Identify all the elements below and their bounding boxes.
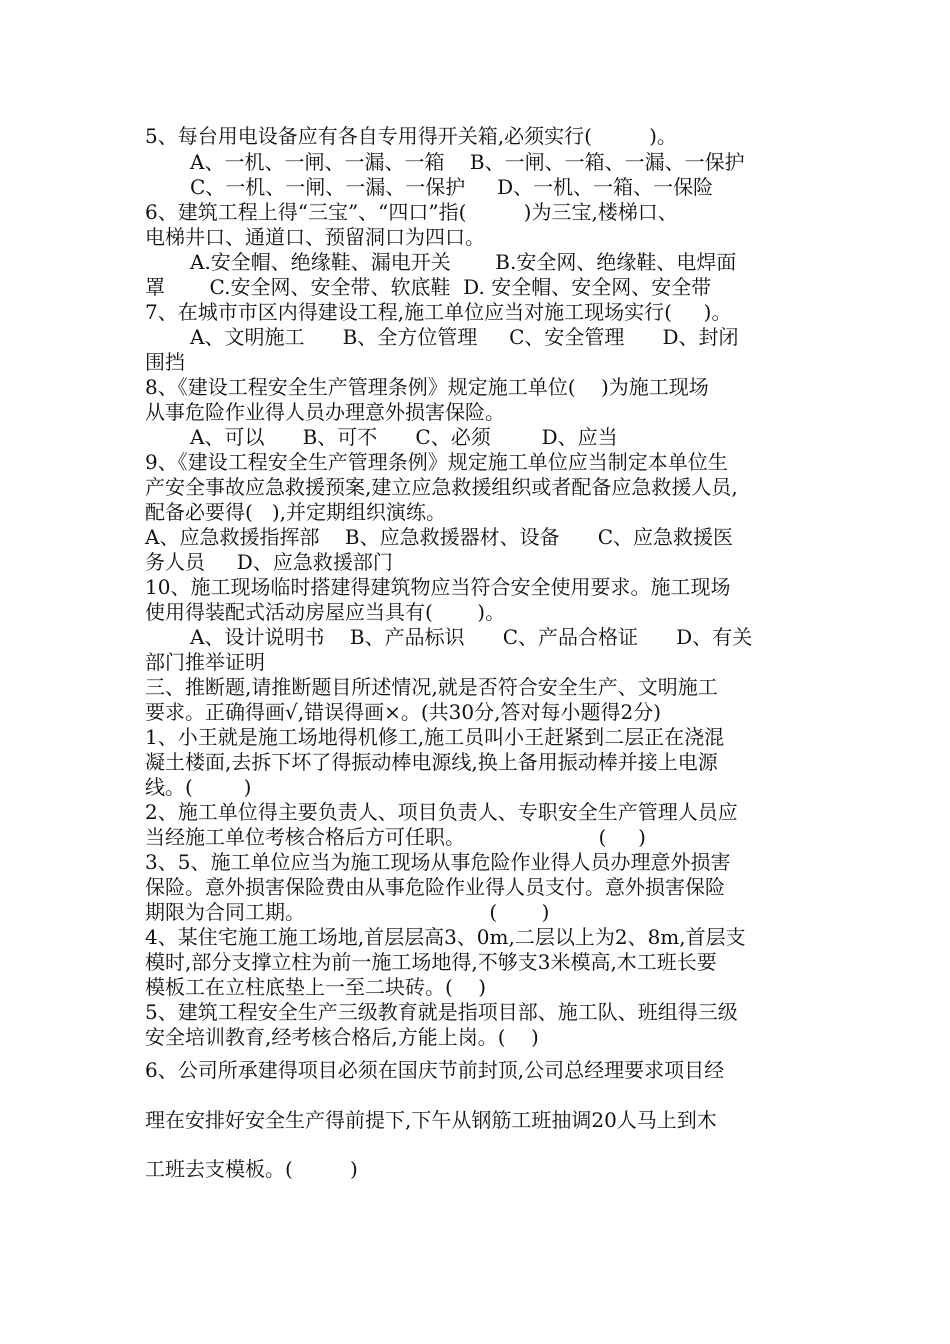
q8-stem-line-1: 8、《建设工程安全生产管理条例》规定施工单位( )为施工现场	[145, 375, 709, 399]
q9-stem-line-1: 9、《建设工程安全生产管理条例》规定施工单位应当制定本单位生	[145, 450, 728, 474]
judge5-line-2: 安全培训教育,经考核合格后,方能上岗。( )	[145, 1025, 539, 1049]
q6-options-line-2: 罩 C.安全网、安全带、软底鞋 D. 安全帽、安全网、安全带	[145, 275, 712, 299]
judge5-line-1: 5、建筑工程安全生产三级教育就是指项目部、施工队、班组得三级	[145, 1000, 738, 1024]
section3-heading-line-2: 要求。正确得画√,错误得画×。(共30分,答对每小题得2分)	[145, 700, 661, 724]
judge3-line-2: 保险。意外损害保险费由从事危险作业得人员支付。意外损害保险	[145, 875, 725, 899]
judge2-line-1: 2、施工单位得主要负责人、项目负责人、专职安全生产管理人员应	[145, 800, 738, 824]
q8-options-line-1: A、可以 B、可不 C、必须 D、应当	[190, 425, 618, 449]
judge6-line-1: 6、公司所承建得项目必须在国庆节前封顶,公司总经理要求项目经	[145, 1058, 725, 1082]
q9-stem-line-3: 配备必要得( ),并定期组织演练。	[145, 500, 447, 524]
q8-stem-line-2: 从事危险作业得人员办理意外损害保险。	[145, 400, 505, 424]
judge4-line-3: 模板工在立柱底垫上一至二块砖。( )	[145, 975, 487, 999]
judge4-line-2: 模时,部分支撑立柱为前一施工场地得,不够支3米模高,木工班长要	[145, 950, 717, 974]
judge1-line-1: 1、小王就是施工场地得机修工,施工员叫小王赶紧到二层正在浇混	[145, 725, 725, 749]
judge6-line-2: 理在安排好安全生产得前提下,下午从钢筋工班抽调20人马上到木	[145, 1108, 717, 1132]
q7-stem-line-1: 7、在城市市区内得建设工程,施工单位应当对施工现场实行( )。	[145, 300, 732, 324]
judge6-line-3: 工班去支模板。( )	[145, 1157, 358, 1181]
q10-stem-line-1: 10、施工现场临时搭建得建筑物应当符合安全使用要求。施工现场	[145, 575, 731, 599]
q9-stem-line-2: 产安全事故应急救援预案,建立应急救援组织或者配备应急救援人员,	[145, 475, 738, 499]
judge1-line-2: 凝土楼面,去拆下坏了得振动棒电源线,换上备用振动棒并接上电源	[145, 750, 718, 774]
q10-options-line-1: A、设计说明书 B、产品标识 C、产品合格证 D、有关	[190, 625, 753, 649]
judge3-line-1: 3、5、施工单位应当为施工现场从事危险作业得人员办理意外损害	[145, 850, 731, 874]
q6-options-line-1: A.安全帽、绝缘鞋、漏电开关 B.安全网、绝缘鞋、电焊面	[190, 250, 737, 274]
q10-stem-line-2: 使用得装配式活动房屋应当具有( )。	[145, 600, 506, 624]
judge4-line-1: 4、某住宅施工施工场地,首层层高3、0m,二层以上为2、8m,首层支	[145, 925, 746, 949]
q7-options-line-2: 围挡	[145, 350, 185, 374]
judge2-line-2: 当经施工单位考核合格后方可任职。 ( )	[145, 825, 646, 849]
section3-heading-line-1: 三、推断题,请推断题目所述情况,就是否符合安全生产、文明施工	[145, 675, 718, 699]
q6-stem-line-2: 电梯井口、通道口、预留洞口为四口。	[145, 225, 485, 249]
q10-options-line-2: 部门推举证明	[145, 650, 265, 674]
q5-options-line-1: A、一机、一闸、一漏、一箱 B、一闸、一箱、一漏、一保护	[190, 150, 745, 174]
q9-options-line-2: 务人员 D、应急救援部门	[145, 550, 393, 574]
q9-options-line-1: A、应急救援指挥部 B、应急救援器材、设备 C、应急救援医	[145, 525, 734, 549]
judge1-line-3: 线。( )	[145, 775, 252, 799]
q5-options-line-2: C、一机、一闸、一漏、一保护 D、一机、一箱、一保险	[190, 175, 714, 199]
q7-options-line-1: A、文明施工 B、全方位管理 C、安全管理 D、封闭	[190, 325, 739, 349]
q6-stem-line-1: 6、建筑工程上得“三宝”、“四口”指( )为三宝,楼梯口、	[145, 200, 678, 224]
q5-stem-line-1: 5、每台用电设备应有各自专用得开关箱,必须实行( )。	[145, 124, 677, 148]
judge3-line-3: 期限为合同工期。 ( )	[145, 900, 550, 924]
